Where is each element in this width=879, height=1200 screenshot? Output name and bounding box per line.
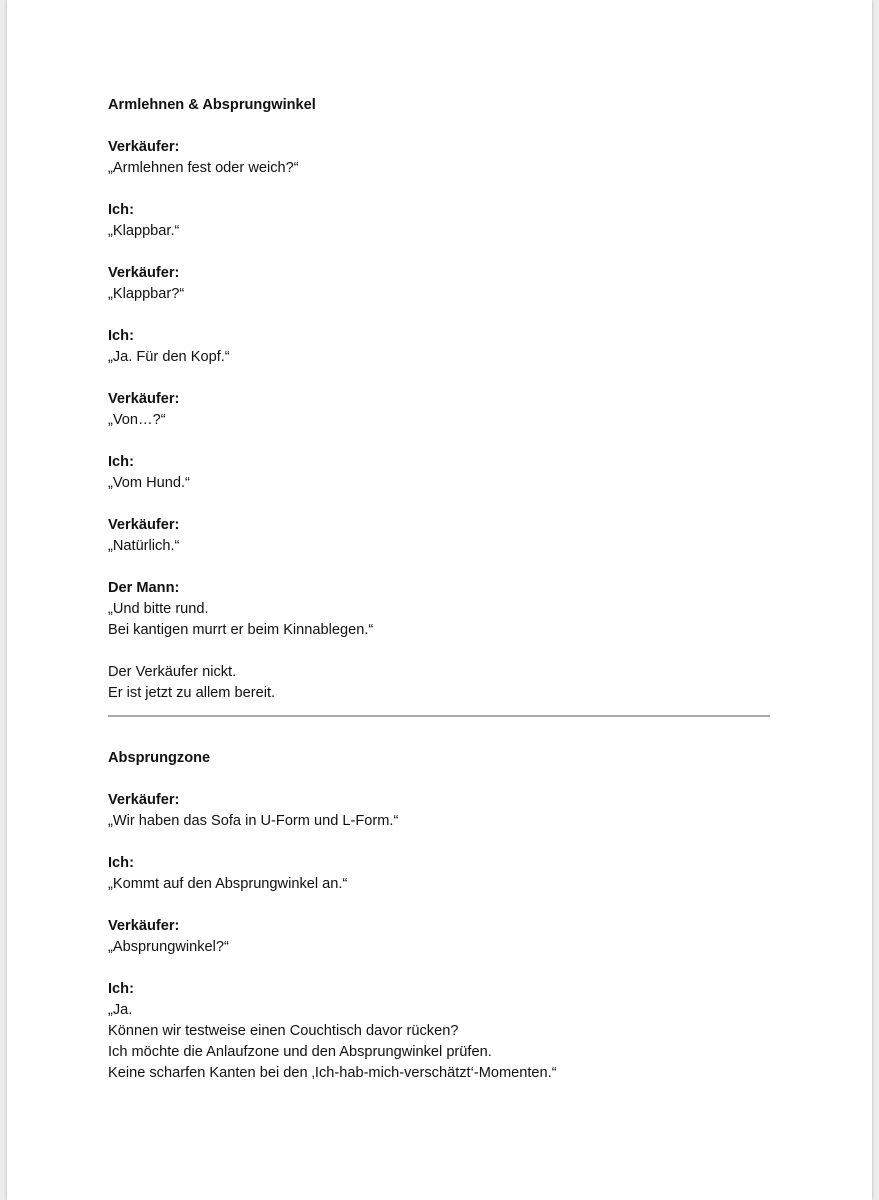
document-content <box>108 95 773 1084</box>
dialogue-block <box>108 853 773 895</box>
dialogue-block <box>108 326 773 368</box>
section-heading: Absprungzone <box>108 750 211 766</box>
speaker-label: Verkäufer: <box>108 918 180 934</box>
dialogue-block <box>108 389 773 431</box>
dialogue-line: „Vom Hund.“ <box>108 475 190 491</box>
speaker-label: Verkäufer: <box>108 792 180 808</box>
dialogue-line: „Absprungwinkel?“ <box>108 939 229 955</box>
dialogue-line: „Klappbar.“ <box>108 223 180 239</box>
speaker-label: Verkäufer: <box>108 517 180 533</box>
dialogue-line: Bei kantigen murrt er beim Kinnablegen.“ <box>108 622 374 638</box>
speaker-label: Ich: <box>108 981 134 997</box>
speaker-label: Ich: <box>108 855 134 871</box>
dialogue-block <box>108 578 773 641</box>
speaker-label: Verkäufer: <box>108 391 180 407</box>
speaker-label: Der Mann: <box>108 580 180 596</box>
dialogue-line: „Klappbar?“ <box>108 286 185 302</box>
dialogue-block <box>108 137 773 179</box>
dialogue-line: „Ja. <box>108 1002 133 1018</box>
narration-line: Er ist jetzt zu allem bereit. <box>108 685 276 701</box>
speaker-label: Ich: <box>108 328 134 344</box>
dialogue-line: „Und bitte rund. <box>108 601 209 617</box>
dialogue-line: „Natürlich.“ <box>108 538 180 554</box>
dialogue-line: „Von…?“ <box>108 412 166 428</box>
dialogue-block <box>108 979 773 1084</box>
dialogue-block <box>108 263 773 305</box>
dialogue-line: „Armlehnen fest oder weich?“ <box>108 160 299 176</box>
narration-line: Der Verkäufer nickt. <box>108 664 237 680</box>
dialogue-line: „Wir haben das Sofa in U-Form und L-Form.“ <box>108 813 399 829</box>
speaker-label: Ich: <box>108 202 134 218</box>
section-divider <box>108 715 770 717</box>
speaker-label: Verkäufer: <box>108 265 180 281</box>
speaker-label: Ich: <box>108 454 134 470</box>
narration-block <box>108 662 773 704</box>
dialogue-block <box>108 200 773 242</box>
dialogue-block <box>108 515 773 557</box>
dialogue-block <box>108 452 773 494</box>
dialogue-line: Können wir testweise einen Couchtisch davor rücken? <box>108 1023 459 1039</box>
dialogue-block <box>108 790 773 832</box>
section-heading: Armlehnen & Absprungwinkel <box>108 97 316 113</box>
dialogue-line: Ich möchte die Anlaufzone und den Absprungwinkel prüfen. <box>108 1044 492 1060</box>
speaker-label: Verkäufer: <box>108 139 180 155</box>
dialogue-line: „Kommt auf den Absprungwinkel an.“ <box>108 876 348 892</box>
document-page <box>7 0 872 1200</box>
dialogue-line: Keine scharfen Kanten bei den ‚Ich-hab-mich-verschätzt‘-Momenten.“ <box>108 1065 557 1081</box>
dialogue-line: „Ja. Für den Kopf.“ <box>108 349 230 365</box>
dialogue-block <box>108 916 773 958</box>
